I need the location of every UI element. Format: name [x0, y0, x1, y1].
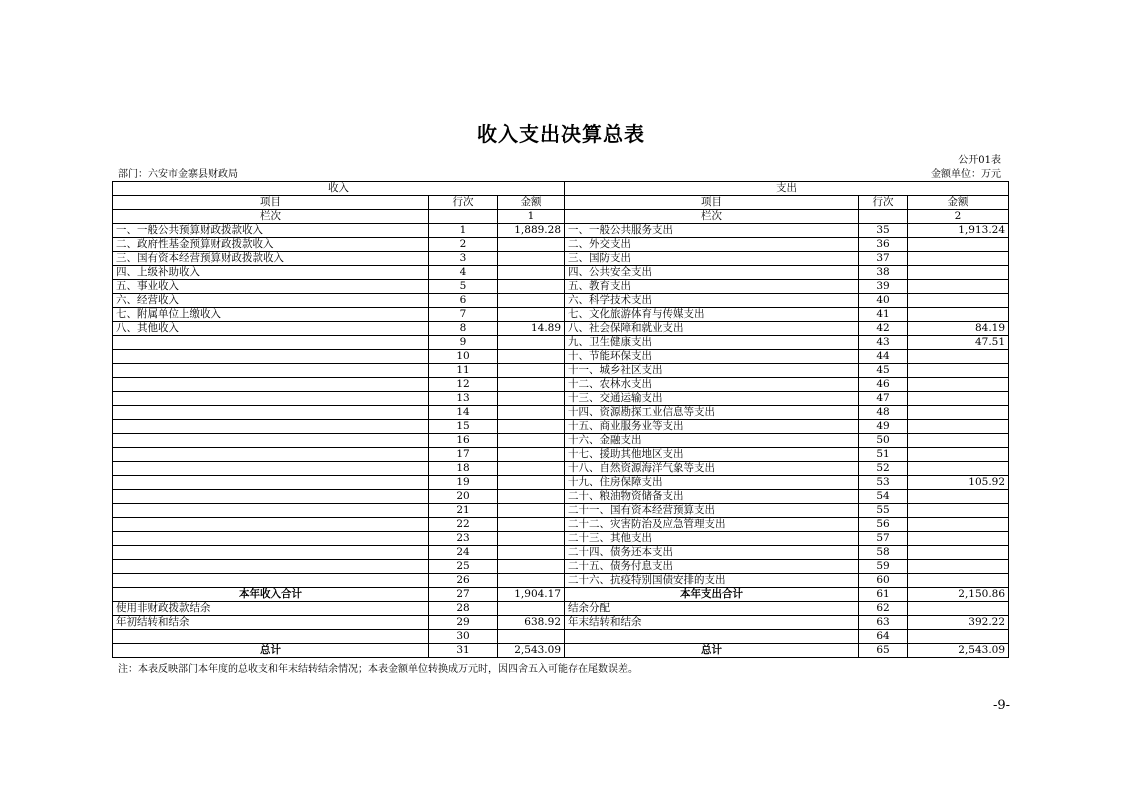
expense-amount-cell: [908, 602, 1009, 616]
table-row: [113, 420, 1009, 434]
expense-row-cell: 50: [859, 434, 908, 448]
expense-item-cell: 二十五、债务付息支出: [565, 560, 859, 574]
expense-item-cell: 五、教育支出: [565, 280, 859, 294]
income-row-cell: 4: [429, 266, 498, 280]
income-item-cell: 四、上级补助收入: [113, 266, 429, 280]
table-row: [113, 448, 1009, 462]
expense-row-cell: 39: [859, 280, 908, 294]
expense-amount-cell: [908, 294, 1009, 308]
table-row: [113, 406, 1009, 420]
income-amount-cell: 14.89: [498, 322, 565, 336]
income-row-cell: 19: [429, 476, 498, 490]
expense-item-cell: 九、卫生健康支出: [565, 336, 859, 350]
footnote: 注：本表反映部门本年度的总收支和年末结转结余情况；本表金额单位转换成万元时，因四舍五入可能存在尾数误差。: [118, 664, 638, 675]
expense-row-cell: 53: [859, 476, 908, 490]
expense-amount-cell: [908, 308, 1009, 322]
income-col-index: 1: [498, 210, 565, 224]
expense-item-cell: 四、公共安全支出: [565, 266, 859, 280]
income-item-cell: [113, 350, 429, 364]
expense-lanci: 栏次: [565, 210, 859, 224]
expense-row-cell: 38: [859, 266, 908, 280]
income-item-cell: 七、附属单位上缴收入: [113, 308, 429, 322]
expense-row-cell: 63: [859, 616, 908, 630]
expense-amount-cell: [908, 490, 1009, 504]
income-amount-cell: [498, 448, 565, 462]
income-item-cell: [113, 378, 429, 392]
income-row-cell: 1: [429, 224, 498, 238]
expense-amount-cell: [908, 406, 1009, 420]
income-amount-cell: [498, 294, 565, 308]
expense-item-cell: 二十二、灾害防治及应急管理支出: [565, 518, 859, 532]
income-lanci: 栏次: [113, 210, 429, 224]
income-amount-cell: [498, 336, 565, 350]
expense-amount-cell: [908, 238, 1009, 252]
income-item-cell: [113, 560, 429, 574]
table-row: [113, 266, 1009, 280]
income-row-cell: 25: [429, 560, 498, 574]
income-item-header: 项目: [113, 196, 429, 210]
expense-item-cell: 十五、商业服务业等支出: [565, 420, 859, 434]
expense-amount-cell: [908, 532, 1009, 546]
income-row-cell: 9: [429, 336, 498, 350]
income-row-cell: 22: [429, 518, 498, 532]
income-item-cell: [113, 420, 429, 434]
income-item-cell: [113, 546, 429, 560]
income-item-cell: 六、经营收入: [113, 294, 429, 308]
expense-amount-cell: [908, 504, 1009, 518]
expense-amount-cell: [908, 350, 1009, 364]
expense-amount-cell: [908, 448, 1009, 462]
income-amount-cell: 1,889.28: [498, 224, 565, 238]
expense-amount-cell: [908, 462, 1009, 476]
income-row-cell: 27: [429, 588, 498, 602]
income-item-cell: [113, 532, 429, 546]
income-row-cell: 31: [429, 644, 498, 658]
income-row-cell: 10: [429, 350, 498, 364]
income-item-cell: 本年收入合计: [113, 588, 429, 602]
table-row: [113, 238, 1009, 252]
income-amount-cell: [498, 238, 565, 252]
table-row: [113, 518, 1009, 532]
expense-row-cell: 46: [859, 378, 908, 392]
table-row: [113, 308, 1009, 322]
expense-amount-cell: 47.51: [908, 336, 1009, 350]
expense-row-cell: 51: [859, 448, 908, 462]
income-item-cell: [113, 364, 429, 378]
income-amount-cell: [498, 406, 565, 420]
expense-amount-cell: [908, 252, 1009, 266]
expense-item-cell: 二十一、国有资本经营预算支出: [565, 504, 859, 518]
income-amount-cell: [498, 602, 565, 616]
table-body: [113, 224, 1009, 658]
table-row: [113, 560, 1009, 574]
income-amount-cell: 1,904.17: [498, 588, 565, 602]
income-row-cell: 18: [429, 462, 498, 476]
income-item-cell: [113, 518, 429, 532]
expense-row-cell: 37: [859, 252, 908, 266]
income-amount-cell: [498, 532, 565, 546]
table-row: [113, 588, 1009, 602]
income-amount-cell: [498, 308, 565, 322]
expense-amount-cell: [908, 392, 1009, 406]
amount-unit-label: 金额单位：万元: [931, 169, 1001, 180]
expense-row-cell: 48: [859, 406, 908, 420]
income-row-cell: 23: [429, 532, 498, 546]
income-item-cell: [113, 336, 429, 350]
expense-row-cell: 58: [859, 546, 908, 560]
income-row-cell: 26: [429, 574, 498, 588]
expense-row-cell: 61: [859, 588, 908, 602]
expense-row-cell: 40: [859, 294, 908, 308]
expense-item-cell: 十七、援助其他地区支出: [565, 448, 859, 462]
income-item-cell: [113, 434, 429, 448]
expense-item-cell: 本年支出合计: [565, 588, 859, 602]
expense-section-header: 支出: [565, 182, 1009, 196]
expense-row-cell: 57: [859, 532, 908, 546]
income-row-cell: 6: [429, 294, 498, 308]
section-header-row: [113, 182, 1009, 196]
table-row: [113, 252, 1009, 266]
table-row: [113, 462, 1009, 476]
form-number: 公开01表: [958, 155, 1001, 166]
income-item-cell: [113, 490, 429, 504]
expense-item-cell: 十三、交通运输支出: [565, 392, 859, 406]
expense-item-cell: 十、节能环保支出: [565, 350, 859, 364]
expense-row-cell: 35: [859, 224, 908, 238]
income-row-cell: 13: [429, 392, 498, 406]
income-item-cell: 五、事业收入: [113, 280, 429, 294]
expense-row-cell: 43: [859, 336, 908, 350]
income-item-cell: 年初结转和结余: [113, 616, 429, 630]
income-amount-cell: [498, 378, 565, 392]
income-amount-cell: [498, 560, 565, 574]
table-row: [113, 336, 1009, 350]
income-section-header: 收入: [113, 182, 565, 196]
income-item-cell: 总计: [113, 644, 429, 658]
expense-item-cell: 十一、城乡社区支出: [565, 364, 859, 378]
expense-item-cell: 十六、金融支出: [565, 434, 859, 448]
expense-row-cell: 62: [859, 602, 908, 616]
income-amount-cell: [498, 476, 565, 490]
table-row: [113, 294, 1009, 308]
expense-row-cell: 65: [859, 644, 908, 658]
expense-item-cell: 七、文化旅游体育与传媒支出: [565, 308, 859, 322]
income-row-cell: 21: [429, 504, 498, 518]
income-item-cell: 三、国有资本经营预算财政拨款收入: [113, 252, 429, 266]
expense-item-cell: 二十三、其他支出: [565, 532, 859, 546]
income-row-cell: 3: [429, 252, 498, 266]
income-item-cell: [113, 406, 429, 420]
income-amount-cell: [498, 420, 565, 434]
column-header-row: [113, 196, 1009, 210]
table-row: [113, 476, 1009, 490]
page-title: 收入支出决算总表: [477, 122, 645, 146]
income-amount-cell: [498, 266, 565, 280]
table-row: [113, 532, 1009, 546]
table-row: [113, 364, 1009, 378]
expense-amount-cell: [908, 434, 1009, 448]
income-amount-cell: [498, 546, 565, 560]
income-row-cell: 15: [429, 420, 498, 434]
table-row: [113, 350, 1009, 364]
expense-amount-cell: 105.92: [908, 476, 1009, 490]
table-row: [113, 280, 1009, 294]
table-row: [113, 574, 1009, 588]
expense-item-cell: 结余分配: [565, 602, 859, 616]
expense-item-cell: 年末结转和结余: [565, 616, 859, 630]
income-item-cell: [113, 630, 429, 644]
expense-amount-cell: 2,543.09: [908, 644, 1009, 658]
expense-row-cell: 56: [859, 518, 908, 532]
table-row: [113, 224, 1009, 238]
expense-item-cell: [565, 630, 859, 644]
page-number: -9-: [992, 698, 1010, 713]
expense-row-cell: 55: [859, 504, 908, 518]
expense-row-cell: 59: [859, 560, 908, 574]
expense-amount-cell: [908, 420, 1009, 434]
income-row-cell: 17: [429, 448, 498, 462]
income-amount-cell: [498, 518, 565, 532]
expense-item-cell: 十九、住房保障支出: [565, 476, 859, 490]
income-item-cell: [113, 448, 429, 462]
income-amount-cell: [498, 280, 565, 294]
expense-row-header: 行次: [859, 196, 908, 210]
income-row-cell: 7: [429, 308, 498, 322]
expense-row-cell: 49: [859, 420, 908, 434]
income-item-cell: [113, 504, 429, 518]
expense-col-index: 2: [908, 210, 1009, 224]
income-item-cell: [113, 476, 429, 490]
income-item-cell: 二、政府性基金预算财政拨款收入: [113, 238, 429, 252]
expense-item-cell: 十八、自然资源海洋气象等支出: [565, 462, 859, 476]
expense-amount-cell: [908, 546, 1009, 560]
income-amount-cell: [498, 630, 565, 644]
income-amount-cell: [498, 574, 565, 588]
department-label: 部门：六安市金寨县财政局: [118, 169, 238, 180]
expense-amount-cell: [908, 266, 1009, 280]
income-amount-cell: 638.92: [498, 616, 565, 630]
income-amount-header: 金额: [498, 196, 565, 210]
expense-amount-cell: [908, 560, 1009, 574]
table-row: [113, 616, 1009, 630]
expense-row-cell: 54: [859, 490, 908, 504]
expense-row-cell: 52: [859, 462, 908, 476]
expense-amount-cell: [908, 280, 1009, 294]
income-row-cell: 8: [429, 322, 498, 336]
expense-row-cell: 45: [859, 364, 908, 378]
expense-amount-cell: [908, 630, 1009, 644]
income-row-cell: 11: [429, 364, 498, 378]
table-row: [113, 546, 1009, 560]
income-row-header: 行次: [429, 196, 498, 210]
income-item-cell: [113, 574, 429, 588]
expense-item-cell: 十二、农林水支出: [565, 378, 859, 392]
expense-row-cell: 36: [859, 238, 908, 252]
income-item-cell: [113, 392, 429, 406]
income-amount-cell: [498, 434, 565, 448]
expense-item-cell: 六、科学技术支出: [565, 294, 859, 308]
expense-amount-cell: [908, 378, 1009, 392]
expense-item-cell: 二十六、抗疫特别国债安排的支出: [565, 574, 859, 588]
expense-item-cell: 总计: [565, 644, 859, 658]
table-row: [113, 434, 1009, 448]
income-row-cell: 2: [429, 238, 498, 252]
income-amount-cell: [498, 462, 565, 476]
income-row-cell: 24: [429, 546, 498, 560]
expense-row-cell: 47: [859, 392, 908, 406]
income-amount-cell: [498, 392, 565, 406]
income-amount-cell: [498, 350, 565, 364]
table-row: [113, 644, 1009, 658]
income-amount-cell: [498, 252, 565, 266]
expense-row-cell: 42: [859, 322, 908, 336]
expense-item-cell: 十四、资源勘探工业信息等支出: [565, 406, 859, 420]
income-item-cell: 八、其他收入: [113, 322, 429, 336]
expense-item-cell: 三、国防支出: [565, 252, 859, 266]
table-row: [113, 504, 1009, 518]
expense-row-cell: 44: [859, 350, 908, 364]
expense-amount-cell: [908, 364, 1009, 378]
table-row: [113, 602, 1009, 616]
expense-amount-cell: [908, 574, 1009, 588]
income-item-cell: 一、一般公共预算财政拨款收入: [113, 224, 429, 238]
table-row: [113, 322, 1009, 336]
income-amount-cell: 2,543.09: [498, 644, 565, 658]
income-row-cell: 5: [429, 280, 498, 294]
income-row-cell: 16: [429, 434, 498, 448]
column-index-row: [113, 210, 1009, 224]
income-amount-cell: [498, 504, 565, 518]
income-row-cell: 30: [429, 630, 498, 644]
income-amount-cell: [498, 490, 565, 504]
expense-amount-cell: [908, 518, 1009, 532]
expense-amount-cell: 84.19: [908, 322, 1009, 336]
income-expense-table: [112, 181, 1009, 658]
income-item-cell: 使用非财政拨款结余: [113, 602, 429, 616]
expense-amount-cell: 1,913.24: [908, 224, 1009, 238]
expense-row-cell: 64: [859, 630, 908, 644]
expense-row-cell: 60: [859, 574, 908, 588]
expense-lanci-empty: [859, 210, 908, 224]
expense-row-cell: 41: [859, 308, 908, 322]
expense-amount-cell: 392.22: [908, 616, 1009, 630]
income-row-cell: 28: [429, 602, 498, 616]
income-row-cell: 20: [429, 490, 498, 504]
table-row: [113, 392, 1009, 406]
expense-item-cell: 二、外交支出: [565, 238, 859, 252]
expense-item-cell: 八、社会保障和就业支出: [565, 322, 859, 336]
income-lanci-empty: [429, 210, 498, 224]
expense-item-cell: 二十、粮油物资储备支出: [565, 490, 859, 504]
income-row-cell: 12: [429, 378, 498, 392]
income-amount-cell: [498, 364, 565, 378]
expense-item-cell: 二十四、债务还本支出: [565, 546, 859, 560]
table-row: [113, 490, 1009, 504]
expense-item-cell: 一、一般公共服务支出: [565, 224, 859, 238]
expense-item-header: 项目: [565, 196, 859, 210]
table-row: [113, 630, 1009, 644]
expense-amount-cell: 2,150.86: [908, 588, 1009, 602]
income-row-cell: 29: [429, 616, 498, 630]
expense-amount-header: 金额: [908, 196, 1009, 210]
income-row-cell: 14: [429, 406, 498, 420]
income-item-cell: [113, 462, 429, 476]
table-row: [113, 378, 1009, 392]
